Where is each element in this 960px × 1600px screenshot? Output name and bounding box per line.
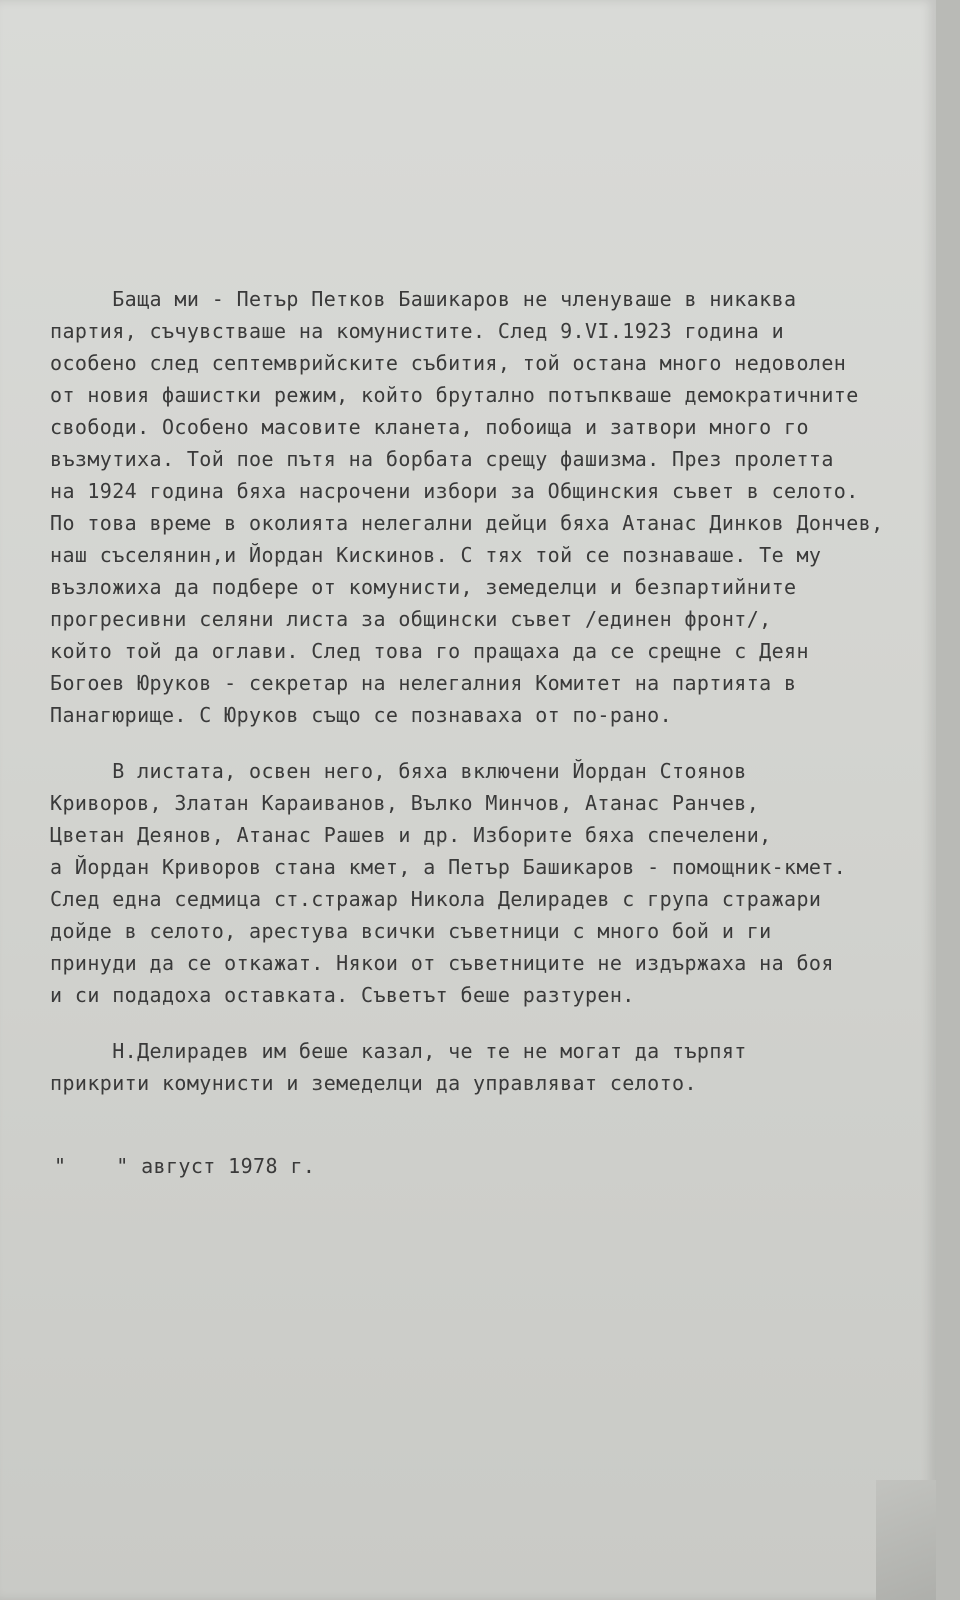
text-line: възложиха да подбере от комунисти, земеделци и безпартийните: [50, 575, 797, 599]
text-line: Баща ми - Петър Петков Башикаров не членуваше в никаква: [50, 287, 797, 311]
text-line: След една седмица ст.стражар Никола Делирадев с група стражари: [50, 887, 822, 911]
paragraph-3: [50, 1035, 930, 1099]
text-line: на 1924 година бяха насрочени избори за Общинския съвет в селото.: [50, 479, 859, 503]
text-line: особено след септемврийските събития, той остана много недоволен: [50, 351, 847, 375]
paper-fold-corner: [876, 1480, 936, 1600]
text-line: възмутиха. Той пое пътя на борбата срещу фашизма. През пролетта: [50, 447, 834, 471]
text-line: прикрити комунисти и земеделци да управляват селото.: [50, 1071, 697, 1095]
letter-body: [50, 283, 930, 1099]
text-line: прогресивни селяни листа за общински съвет /единен фронт/,: [50, 607, 772, 631]
paragraph-2: [50, 755, 930, 1011]
text-line: и си подадоха оставката. Съветът беше разтурен.: [50, 983, 635, 1007]
text-line: По това време в околията нелегални дейци бяха Атанас Динков Дончев,: [50, 511, 884, 535]
text-line: партия, съчувстваше на комунистите. След 9.VI.1923 година и: [50, 319, 785, 343]
text-line: В листата, освен него, бяха включени Йордан Стоянов: [50, 759, 747, 783]
text-line: дойде в селото, арестува всички съветници с много бой и ги: [50, 919, 772, 943]
text-line: който той да оглави. След това го пращаха да се срещне с Деян: [50, 639, 809, 663]
text-line: Богоев Юруков - секретар на нелегалния Комитет на партията в: [50, 671, 797, 695]
text-line: Цветан Деянов, Атанас Рашев и др. Изборите бяха спечелени,: [50, 823, 772, 847]
text-line: принуди да се откажат. Някои от съветниците не издържаха на боя: [50, 951, 834, 975]
text-line: от новия фашистки режим, който брутално потъпкваше демократичните: [50, 383, 859, 407]
text-line: Н.Делирадев им беше казал, че те не могат да търпят: [50, 1039, 747, 1063]
text-line: Панагюрище. С Юруков също се познаваха от по-рано.: [50, 703, 673, 727]
text-line: наш съселянин,и Йордан Кискинов. С тях той се познаваше. Те му: [50, 543, 822, 567]
paragraph-1: [50, 283, 930, 731]
date-line: " " август 1978 г.: [54, 1154, 316, 1178]
text-line: а Йордан Криворов стана кмет, а Петър Башикаров - помощник-кмет.: [50, 855, 847, 879]
text-line: свободи. Особено масовите кланета, побоища и затвори много го: [50, 415, 809, 439]
text-line: Криворов, Златан Караиванов, Вълко Минчов, Атанас Ранчев,: [50, 791, 760, 815]
